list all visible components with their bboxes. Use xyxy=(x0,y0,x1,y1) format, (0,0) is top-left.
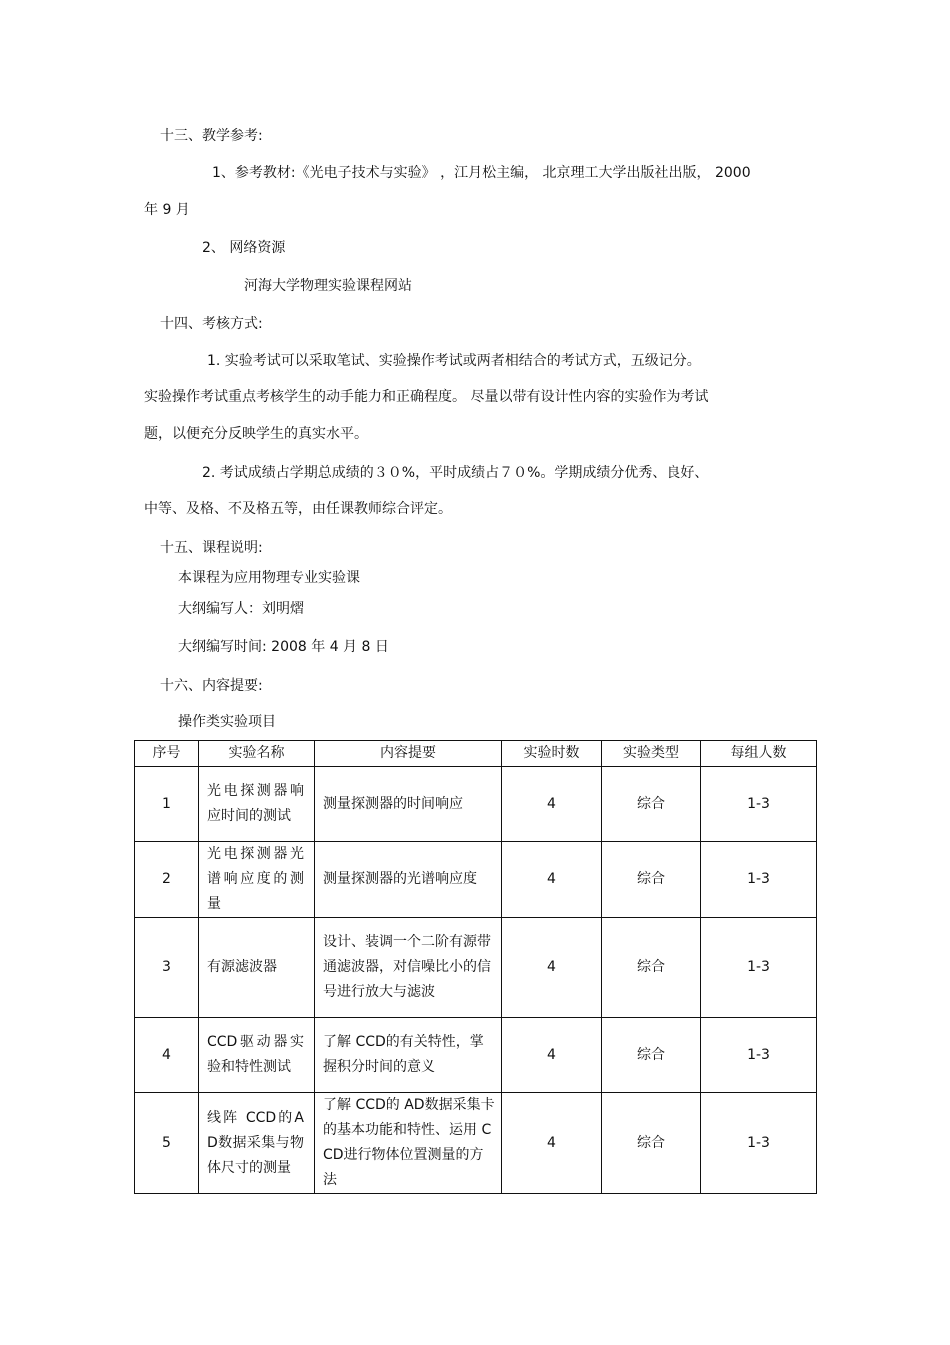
cell-group-size: 1-3 xyxy=(701,767,817,842)
reference-website: 河海大学物理实验课程网站 xyxy=(244,278,412,294)
cell-hours: 4 xyxy=(502,767,602,842)
cell-content: 测量探测器的光谱响应度 xyxy=(315,842,502,918)
section-14-title: 十四、考核方式: xyxy=(160,316,263,332)
reference-textbook-line2: 年 9 月 xyxy=(144,202,190,218)
reference-textbook-line1: 1、参考教材:《光电子技术与实验》 ，江月松主编， 北京理工大学出版社出版， 2000 xyxy=(212,165,751,181)
section-13-title: 十三、教学参考: xyxy=(160,128,263,144)
header-experiment-name: 实验名称 xyxy=(199,741,315,767)
cell-number: 3 xyxy=(135,918,199,1018)
table-row xyxy=(135,1018,817,1093)
syllabus-date: 大纲编写时间: 2008 年 4 月 8 日 xyxy=(178,639,389,655)
table-row xyxy=(135,1093,817,1194)
cell-hours: 4 xyxy=(502,1093,602,1194)
cell-experiment-name: 光电探测器响应时间的测试 xyxy=(199,767,315,842)
cell-type: 综合 xyxy=(602,1018,701,1093)
header-number: 序号 xyxy=(135,741,199,767)
assessment-paragraph1-line2: 实验操作考试重点考核学生的动手能力和正确程度。 尽量以带有设计性内容的实验作为考试 xyxy=(144,389,709,405)
cell-hours: 4 xyxy=(502,918,602,1018)
experiment-table xyxy=(134,740,817,1194)
cell-group-size: 1-3 xyxy=(701,918,817,1018)
cell-group-size: 1-3 xyxy=(701,1093,817,1194)
cell-hours: 4 xyxy=(502,842,602,918)
cell-content: 设计、装调一个二阶有源带通滤波器，对信噪比小的信号进行放大与滤波 xyxy=(315,918,502,1018)
section-16-title: 十六、内容提要: xyxy=(160,678,263,694)
cell-number: 2 xyxy=(135,842,199,918)
table-header-row xyxy=(135,741,817,767)
table-row xyxy=(135,842,817,918)
cell-number: 1 xyxy=(135,767,199,842)
cell-type: 综合 xyxy=(602,767,701,842)
cell-group-size: 1-3 xyxy=(701,1018,817,1093)
header-hours: 实验时数 xyxy=(502,741,602,767)
cell-type: 综合 xyxy=(602,842,701,918)
cell-number: 5 xyxy=(135,1093,199,1194)
header-group-size: 每组人数 xyxy=(701,741,817,767)
reference-network-resources: 2、 网络资源 xyxy=(202,240,286,256)
header-content-summary: 内容提要 xyxy=(315,741,502,767)
assessment-paragraph1-line3: 题，以便充分反映学生的真实水平。 xyxy=(144,426,368,442)
cell-type: 综合 xyxy=(602,1093,701,1194)
table-row xyxy=(135,918,817,1018)
cell-experiment-name: 线阵 CCD的AD数据采集与物体尺寸的测量 xyxy=(199,1093,315,1194)
cell-experiment-name: 有源滤波器 xyxy=(199,918,315,1018)
assessment-paragraph2-line2: 中等、及格、不及格五等，由任课教师综合评定。 xyxy=(144,501,452,517)
cell-content: 测量探测器的时间响应 xyxy=(315,767,502,842)
syllabus-author: 大纲编写人：刘明熠 xyxy=(178,601,304,617)
cell-content: 了解 CCD的有关特性，掌握积分时间的意义 xyxy=(315,1018,502,1093)
table-row xyxy=(135,767,817,842)
assessment-paragraph1-line1: 1. 实验考试可以采取笔试、实验操作考试或两者相结合的考试方式，五级记分。 xyxy=(207,353,701,369)
cell-experiment-name: CCD驱动器实验和特性测试 xyxy=(199,1018,315,1093)
cell-number: 4 xyxy=(135,1018,199,1093)
cell-hours: 4 xyxy=(502,1018,602,1093)
assessment-paragraph2-line1: 2. 考试成绩占学期总成绩的３０%，平时成绩占７０%。学期成绩分优秀、良好、 xyxy=(202,465,709,481)
course-description: 本课程为应用物理专业实验课 xyxy=(178,570,360,586)
cell-content: 了解 CCD的 AD数据采集卡的基本功能和特性、运用 CCD进行物体位置测量的方法 xyxy=(315,1093,502,1194)
table-caption: 操作类实验项目 xyxy=(178,714,276,730)
cell-group-size: 1-3 xyxy=(701,842,817,918)
cell-experiment-name: 光电探测器光谱响应度的测量 xyxy=(199,842,315,918)
header-type: 实验类型 xyxy=(602,741,701,767)
cell-type: 综合 xyxy=(602,918,701,1018)
section-15-title: 十五、课程说明: xyxy=(160,540,263,556)
